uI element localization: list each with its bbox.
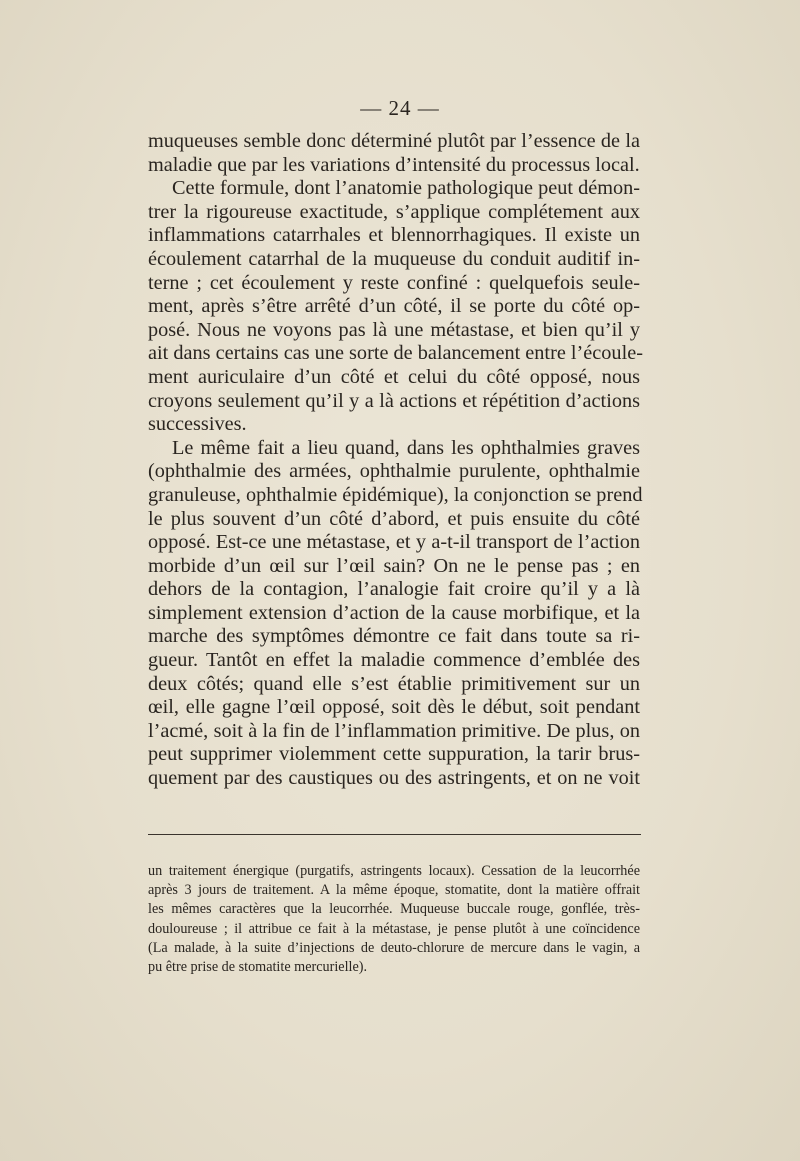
text-line: posé. Nous ne voyons pas là une métastase, et bien qu’il y bbox=[148, 318, 640, 341]
text-line: granuleuse, ophthalmie épidémique), la conjonction se prend bbox=[148, 483, 643, 506]
text-line: ment auriculaire d’un côté et celui du côté opposé, nous bbox=[148, 365, 640, 388]
footnote-line: les mêmes caractères que la leucorrhée. Muqueuse buccale rouge, gonflée, très- bbox=[148, 901, 640, 918]
text-line: quement par des caustiques ou des astringents, et on ne voit bbox=[148, 767, 640, 790]
text-line: croyons seulement qu’il y a là actions et répétition d’actions bbox=[148, 389, 640, 412]
footnote bbox=[148, 862, 640, 977]
text-line: marche des symptômes démontre ce fait dans toute sa ri- bbox=[148, 625, 640, 648]
text-line: dehors de la contagion, l’analogie fait croire qu’il y a là bbox=[148, 578, 640, 601]
text-line: gueur. Tantôt en effet la maladie commence d’emblée des bbox=[148, 649, 640, 672]
page-number: — 24 — bbox=[360, 96, 440, 120]
text-line: ait dans certains cas une sorte de balancement entre l’écoule- bbox=[148, 342, 643, 365]
text-line: deux côtés; quand elle s’est établie primitivement sur un bbox=[148, 672, 640, 695]
footnote-line: (La malade, à la suite d’injections de deuto-chlorure de mercure dans le vagin, a bbox=[148, 939, 640, 956]
text-line: maladie que par les variations d’intensité du processus local. bbox=[148, 153, 640, 176]
footnote-line: un traitement énergique (purgatifs, astringents locaux). Cessation de la leucorrhée bbox=[148, 863, 640, 879]
text-line: Cette formule, dont l’anatomie pathologique peut démon- bbox=[172, 177, 641, 200]
text-line: trer la rigoureuse exactitude, s’applique complétement aux bbox=[148, 200, 640, 223]
text-line: œil, elle gagne l’œil opposé, soit dès le début, soit pendant bbox=[148, 696, 640, 719]
text-line: (ophthalmie des armées, ophthalmie purulente, ophthalmie bbox=[148, 460, 640, 483]
text-line: écoulement catarrhal de la muqueuse du conduit auditif in- bbox=[148, 247, 640, 270]
text-line: opposé. Est-ce une métastase, et y a-t-il transport de l’action bbox=[148, 531, 640, 554]
footnote-line: après 3 jours de traitement. A la même époque, stomatite, dont la matière offrait bbox=[148, 882, 640, 899]
text-line: terne ; cet écoulement y reste confiné : quelquefois seule- bbox=[148, 271, 640, 294]
text-line: Le même fait a lieu quand, dans les ophthalmies graves bbox=[172, 436, 640, 459]
footnote-line: douloureuse ; il attribue ce fait à la métastase, je pense plutôt à une coïncidence bbox=[148, 920, 640, 937]
text-line: inflammations catarrhales et blennorrhagiques. Il existe un bbox=[148, 224, 640, 247]
text-line: simplement extension d’action de la cause morbifique, et la bbox=[148, 601, 640, 624]
text-line: successives. bbox=[148, 413, 247, 436]
text-line: ment, après s’être arrêté d’un côté, il se porte du côté op- bbox=[148, 295, 640, 318]
text-line: le plus souvent d’un côté d’abord, et puis ensuite du côté bbox=[148, 507, 640, 530]
footnote-divider bbox=[148, 834, 641, 835]
text-line: l’acmé, soit à la fin de l’inflammation primitive. De plus, on bbox=[148, 719, 640, 742]
text-line: morbide d’un œil sur l’œil sain? On ne le pense pas ; en bbox=[148, 554, 640, 577]
text-line: muqueuses semble donc déterminé plutôt par l’essence de la bbox=[148, 130, 640, 152]
footnote-line: pu être prise de stomatite mercurielle). bbox=[148, 958, 368, 975]
text-line: peut supprimer violemment cette suppuration, la tarir brus- bbox=[148, 743, 640, 766]
main-text bbox=[148, 130, 643, 791]
